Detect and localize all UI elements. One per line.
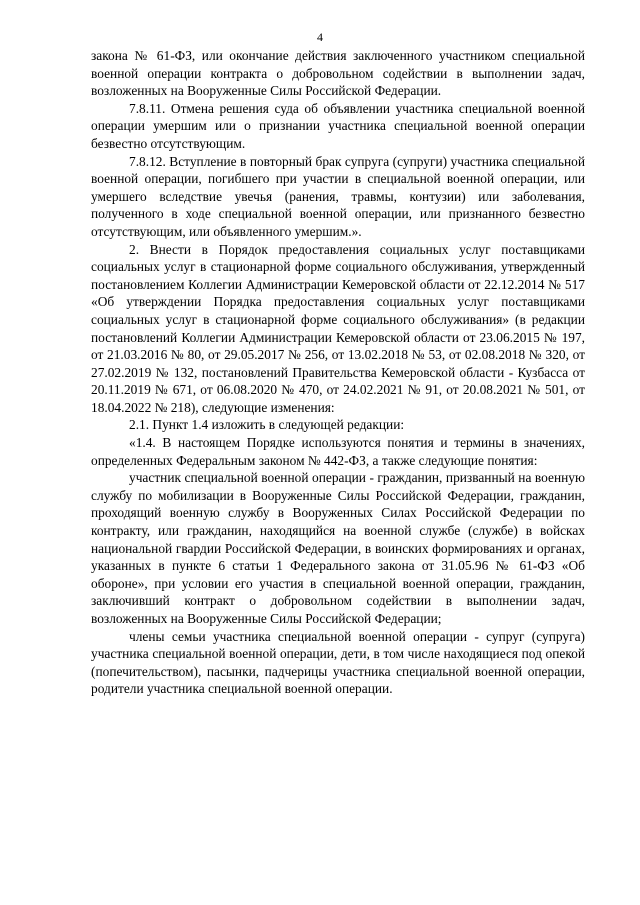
paragraph: закона № 61-ФЗ, или окончание действия заключенного участником специальной военной операции контракта о добровольном содействии в выполнении задач, возложенных на Вооруженные Силы Российской Федерации. [91,48,585,99]
paragraph: 7.8.12. Вступление в повторный брак супруга (супруги) участника специальной военной операции, погибшего при участии в специальной военной операции, или умершего вследствие увечья (ранения, травмы, контузии) или заболевания, полученного в ходе специальной военной операции, или признанного безвестно отсутствующим, или объявленного умершим.». [91,153,585,239]
paragraph: члены семьи участника специальной военной операции - супруг (супруга) участника специальной военной операции, дети, в том числе находящиеся под опекой (попечительством), пасынки, падчерицы участника специальной военной операции, родители участника специальной военной операции. [91,628,585,697]
paragraph: 2. Внести в Порядок предоставления социальных услуг поставщиками социальных услуг в стационарной форме социального обслуживания, утвержденный постановлением Коллегии Администрации Кемеровской области от 22.12.2014 № 517 «Об утверждении Порядка предоставления социальных услуг поставщиками социальных услуг в стационарной форме социального обслуживания» (в редакции постановлений Коллегии Администрации Кемеровской области от 23.06.2015 № 197, от 21.03.2016 № 80, от 29.05.2017 № 256, от 13.02.2018 № 53, от 02.08.2018 № 320, от 27.02.2019 № 132, постановлений Правительства Кемеровской области - Кузбасса от 20.11.2019 № 671, от 06.08.2020 № 470, от 24.02.2021 № 91, от 20.08.2021 № 501, от 18.04.2022 № 218), следующие изменения: [91,241,585,415]
paragraph: участник специальной военной операции - гражданин, призванный на военную службу по мобилизации в Вооруженные Силы Российской Федерации, гражданин, проходящий военную службу в Вооруженных Силах Российской Федерации по контракту, или гражданин, находящийся на военной службе (службе) в войсках национальной гвардии Российской Федерации, в воинских формированиях и органах, указанных в пункте 6 статьи 1 Федерального закона от 31.05.96 № 61-ФЗ «Об обороне», при условии его участия в специальной военной операции, гражданин, заключивший контракт о добровольном содействии в выполнении задач, возложенных на Вооруженные Силы Российской Федерации; [91,470,585,626]
document-body [91,47,585,698]
paragraph: 7.8.11. Отмена решения суда об объявлении участника специальной военной операции умершим или о признании участника специальной военной операции безвестно отсутствующим. [91,100,585,151]
paragraph: 2.1. Пункт 1.4 изложить в следующей редакции: [129,417,405,433]
paragraph: «1.4. В настоящем Порядке используются понятия и термины в значениях, определенных Федеральным законом № 442-ФЗ, а также следующие понятия: [91,435,585,468]
page-number: 4 [317,30,323,44]
